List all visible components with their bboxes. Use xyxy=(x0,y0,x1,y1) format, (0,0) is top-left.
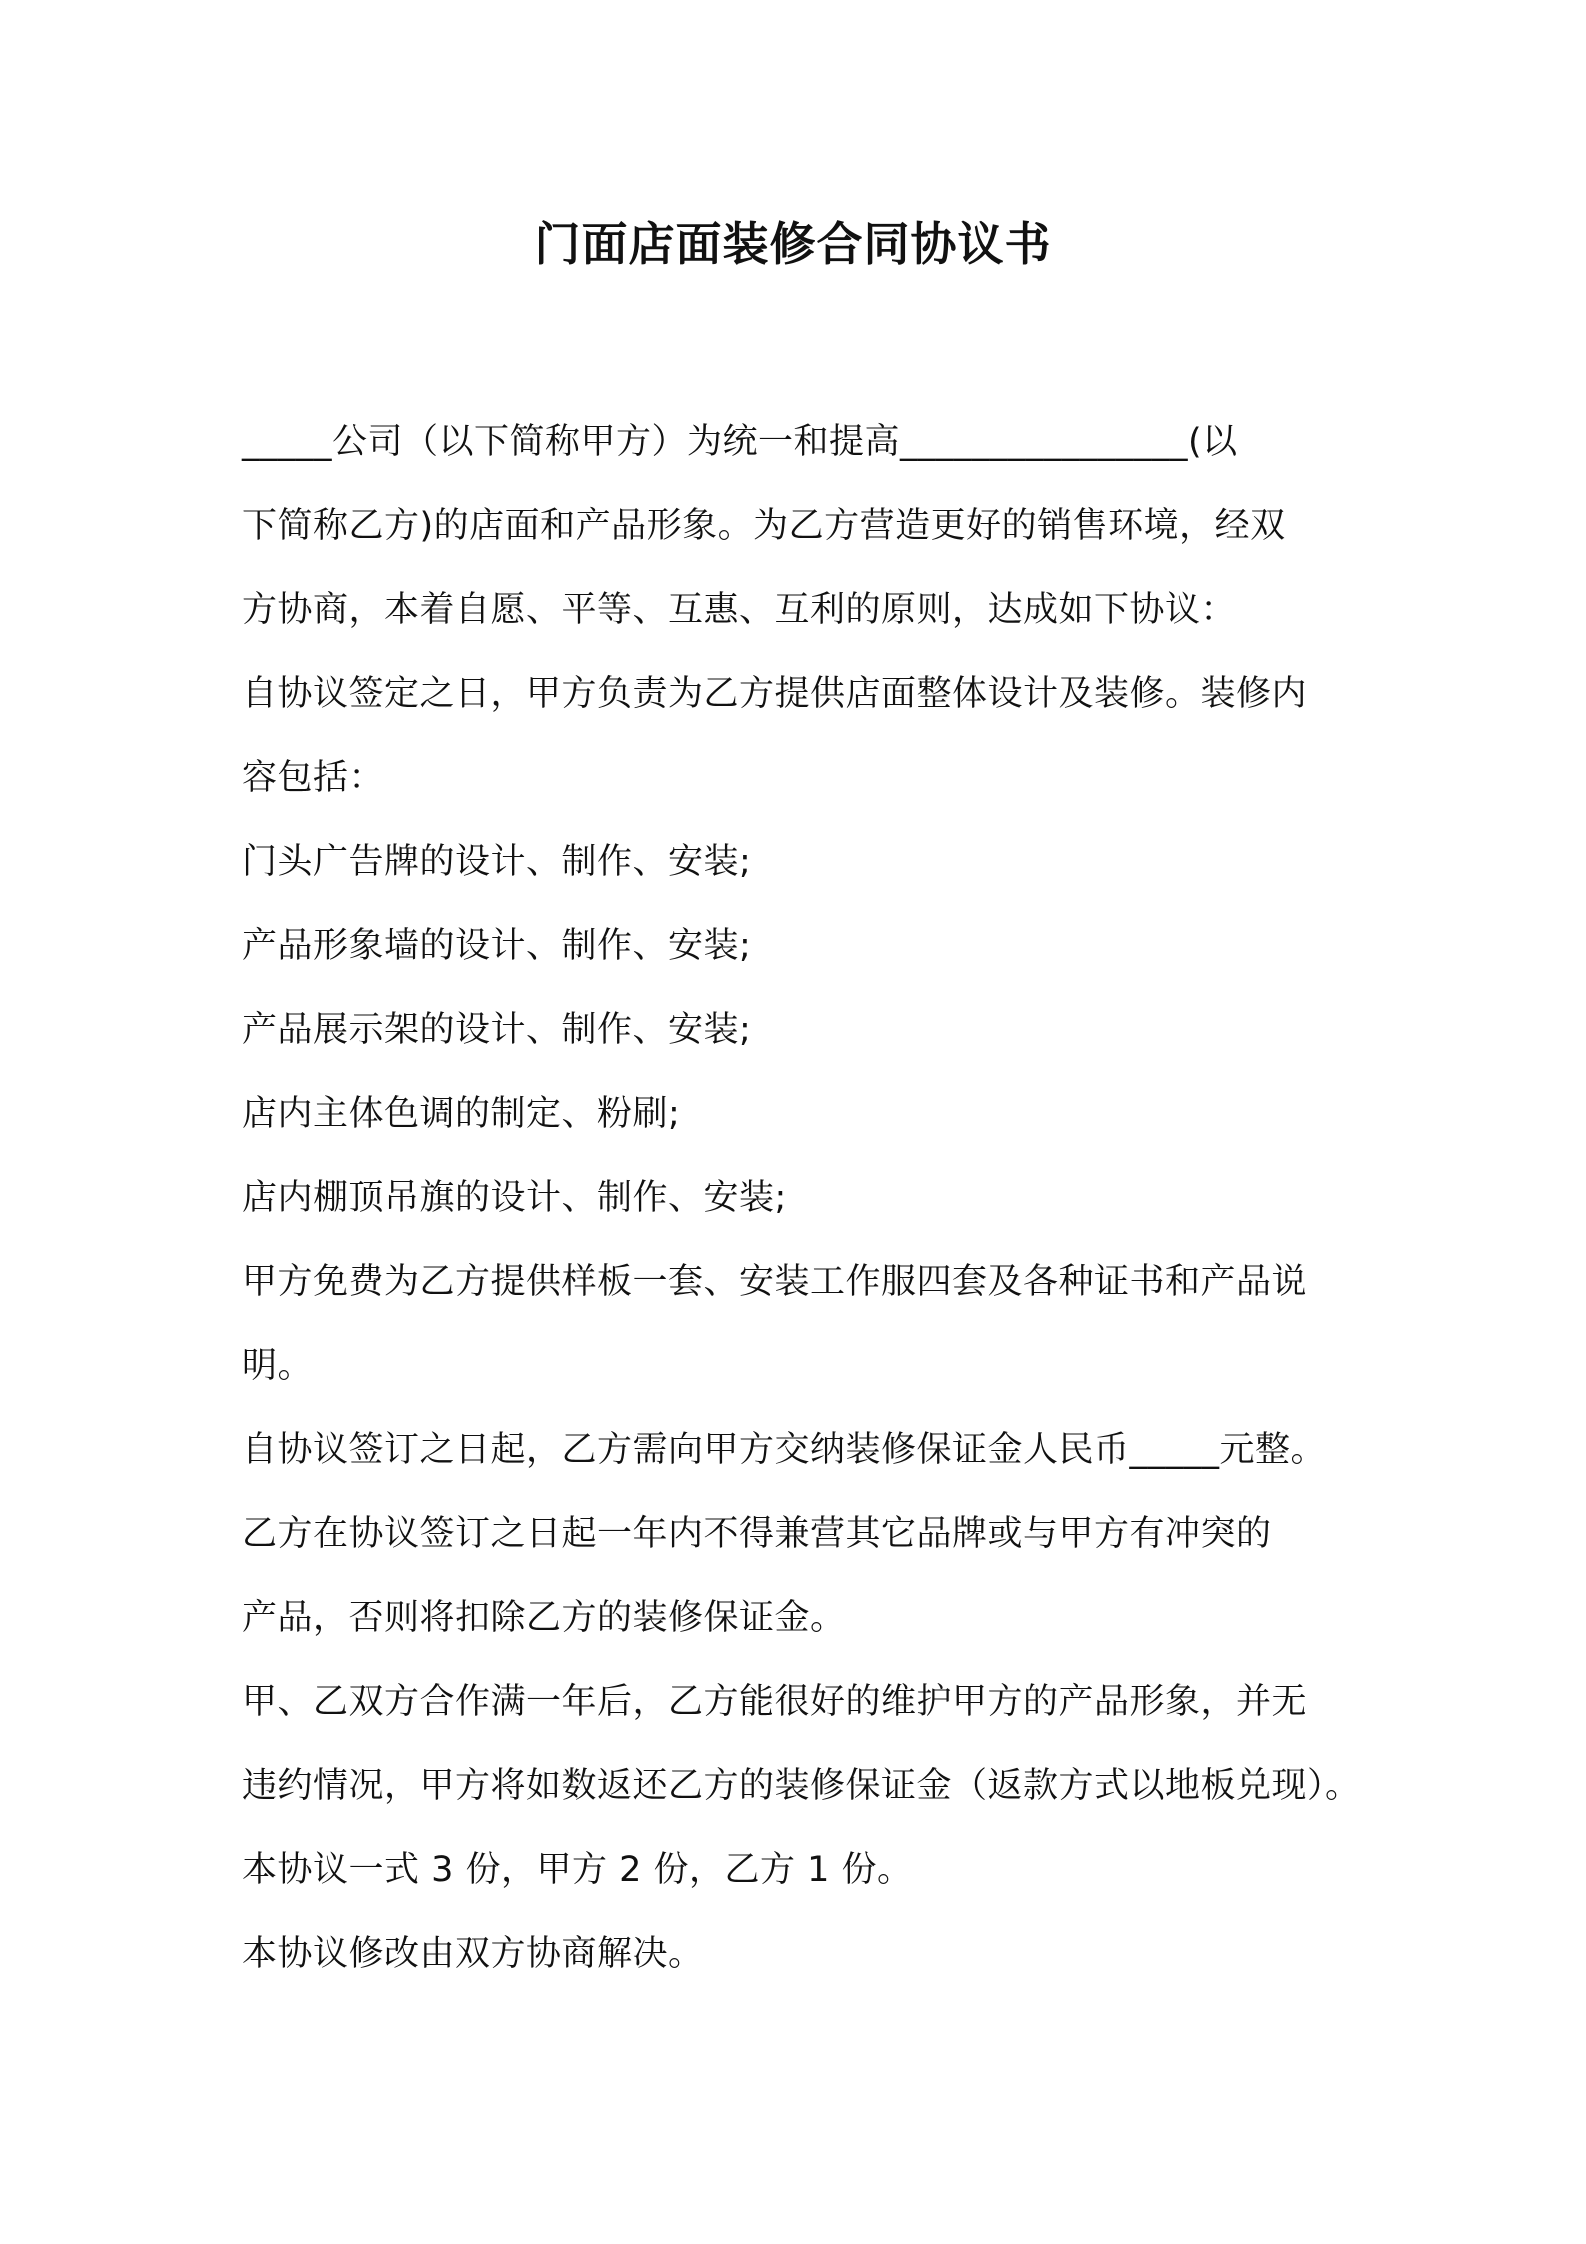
document-title: 门面店面装修合同协议书 xyxy=(534,217,1052,271)
body-line: 本协议一式 3 份，甲方 2 份，乙方 1 份。 xyxy=(242,1850,913,1890)
body-line: 乙方在协议签订之日起一年内不得兼营其它品牌或与甲方有冲突的 xyxy=(242,1514,1272,1554)
body-line: 甲方免费为乙方提供样板一套、安装工作服四套及各种证书和产品说 xyxy=(242,1262,1308,1302)
body-line: 自协议签订之日起，乙方需向甲方交纳装修保证金人民币_____元整。 xyxy=(242,1430,1327,1470)
list-item: 店内主体色调的制定、粉刷; xyxy=(242,1094,681,1134)
body-line: 自协议签定之日，甲方负责为乙方提供店面整体设计及装修。装修内 xyxy=(242,674,1308,714)
body-line: 明。 xyxy=(242,1346,314,1386)
body-line: 违约情况，甲方将如数返还乙方的装修保证金（返款方式以地板兑现）。 xyxy=(242,1766,1361,1806)
list-item: 产品展示架的设计、制作、安装; xyxy=(242,1010,752,1050)
document-body xyxy=(242,400,1382,1996)
body-line: 产品，否则将扣除乙方的装修保证金。 xyxy=(242,1598,846,1638)
body-line: 本协议修改由双方协商解决。 xyxy=(242,1934,704,1974)
list-item: 产品形象墙的设计、制作、安装; xyxy=(242,926,752,966)
body-line: 下简称乙方)的店面和产品形象。为乙方营造更好的销售环境，经双 xyxy=(242,506,1286,546)
body-line: 甲、乙双方合作满一年后，乙方能很好的维护甲方的产品形象，并无 xyxy=(242,1682,1308,1722)
list-item: 店内棚顶吊旗的设计、制作、安装; xyxy=(242,1178,787,1218)
body-line: 容包括： xyxy=(242,758,385,798)
body-line: 方协商，本着自愿、平等、互惠、互利的原则，达成如下协议： xyxy=(242,590,1237,630)
list-item: 门头广告牌的设计、制作、安装; xyxy=(242,842,752,882)
body-line: _____公司（以下简称甲方）为统一和提高________________(以 xyxy=(242,422,1238,462)
